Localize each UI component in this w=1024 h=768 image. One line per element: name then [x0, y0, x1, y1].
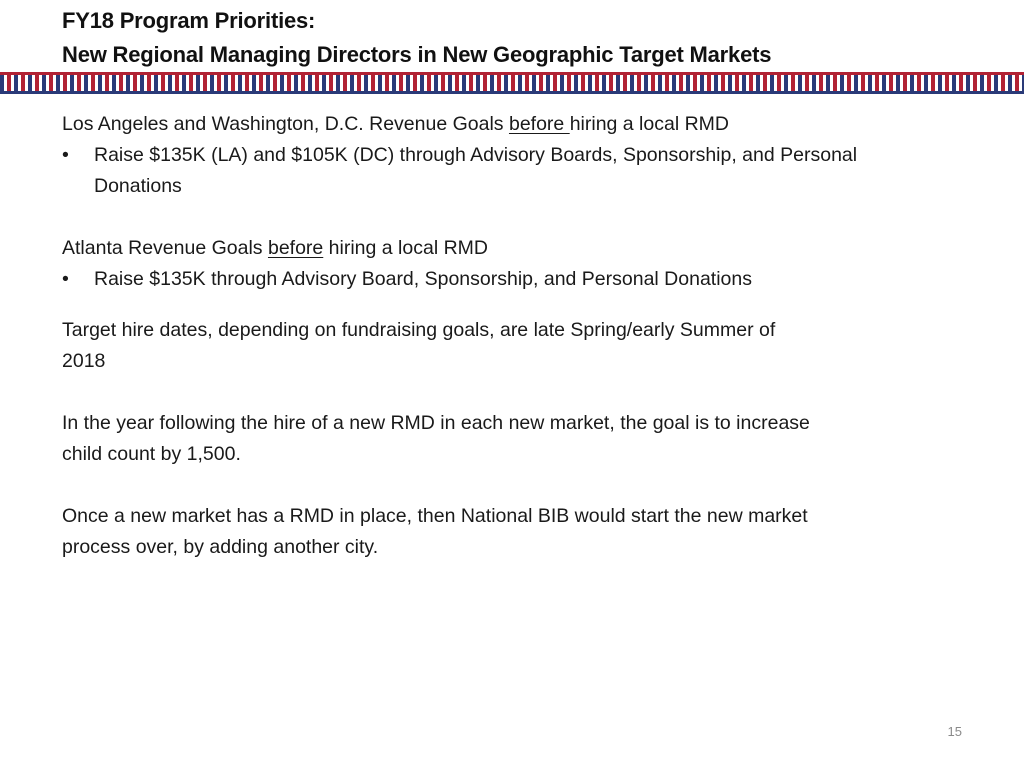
- slide-title-line-1: FY18 Program Priorities:: [62, 8, 316, 33]
- atlanta-bullet-text: Raise $135K through Advisory Board, Sponsorship, and Personal Donations: [94, 268, 752, 290]
- la-dc-heading-underlined: before: [508, 113, 570, 135]
- atlanta-heading-pre: Atlanta Revenue Goals: [62, 237, 268, 259]
- atlanta-heading: [62, 233, 852, 264]
- decorative-stripe-band: [0, 72, 1024, 94]
- new-market-paragraph: Once a new market has a RMD in place, then National BIB would start the new market process over, by adding another city.: [62, 505, 808, 558]
- la-dc-heading: [62, 109, 852, 140]
- atlanta-section: [62, 233, 942, 295]
- la-dc-bullet-text: Raise $135K (LA) and $105K (DC) through Advisory Boards, Sponsorship, and Personal Donations: [94, 144, 858, 197]
- atlanta-heading-post: hiring a local RMD: [323, 237, 488, 259]
- target-hire-paragraph: Target hire dates, depending on fundraising goals, are late Spring/early Summer of 2018: [62, 319, 776, 372]
- slide-title: [62, 4, 771, 72]
- la-dc-heading-post: hiring a local RMD: [569, 113, 729, 135]
- slide-body: [62, 109, 942, 563]
- atlanta-heading-underlined: before: [267, 237, 324, 259]
- bullet-glyph: •: [62, 144, 69, 166]
- bullet-glyph: •: [62, 268, 69, 290]
- stripe-bottom-edge: [0, 91, 1024, 94]
- la-dc-heading-pre: Los Angeles and Washington, D.C. Revenue Goals: [62, 113, 509, 135]
- stripe-pattern: [0, 75, 1024, 91]
- la-dc-section: [62, 109, 942, 202]
- atlanta-bullet: [62, 264, 794, 295]
- la-dc-bullet: [62, 140, 934, 202]
- page-number: 15: [947, 724, 962, 739]
- child-count-paragraph: In the year following the hire of a new RMD in each new market, the goal is to increase child count by 1,500.: [62, 412, 810, 465]
- slide-title-line-2: New Regional Managing Directors in New Geographic Target Markets: [62, 42, 772, 67]
